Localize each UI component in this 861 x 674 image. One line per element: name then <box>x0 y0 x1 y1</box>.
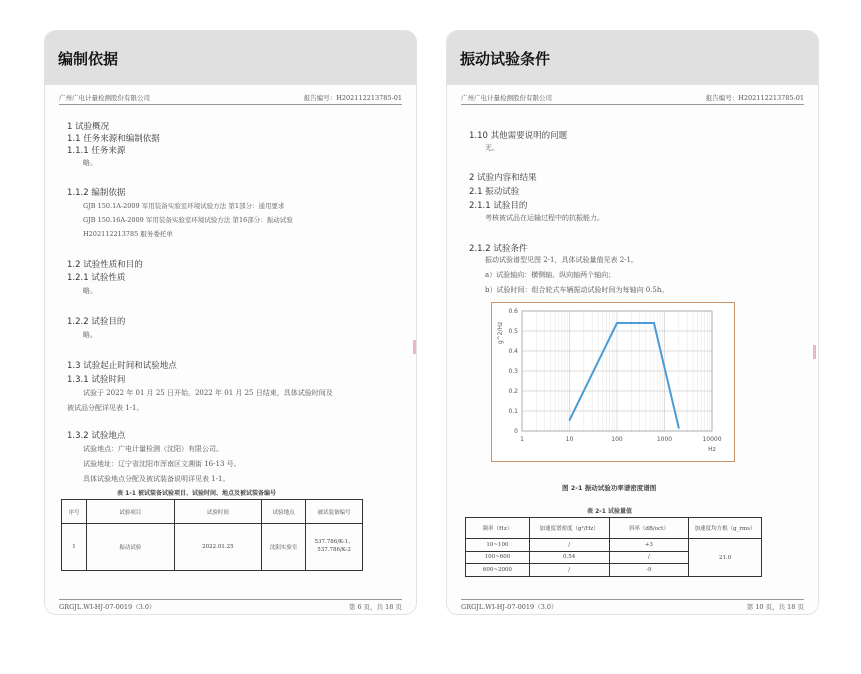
heading: 1.3 试验起止时间和试验地点 <box>67 361 177 371</box>
table-row <box>62 524 363 571</box>
doc-number: GRGJL.WI-HJ-07-0019（3.0） <box>461 603 558 611</box>
col-header: 被试装备编号 <box>306 500 363 524</box>
paragraph: 考核被试品在运输过程中的抗振能力。 <box>485 214 604 222</box>
doc-header <box>59 93 402 105</box>
x-axis-label: Hz <box>708 446 716 453</box>
heading: 2.1 振动试验 <box>469 187 520 197</box>
y-axis-label: g^2/Hz <box>497 321 504 345</box>
y-tick-label: 0.2 <box>508 388 518 395</box>
document-page <box>447 85 818 615</box>
table-title: 表 2-1 试验量值 <box>587 508 633 515</box>
page-number: 第 6 页，共 18 页 <box>348 603 402 611</box>
standard-line: GJB 150.16A-2009 军用装备实验室环境试验方法 第16部分：振动试验 <box>83 216 293 224</box>
page-number: 第 10 页，共 18 页 <box>746 603 804 611</box>
table-row <box>466 539 762 552</box>
cell: / <box>529 564 609 577</box>
company-name: 广州广电计量检测股份有限公司 <box>59 94 150 102</box>
card-vibration-test-conditions[interactable] <box>446 30 819 615</box>
x-tick-label: 10000 <box>702 436 722 443</box>
heading: 1.1 任务来源和编制依据 <box>67 134 160 144</box>
paragraph: 略。 <box>83 159 97 167</box>
y-tick-label: 0.1 <box>508 408 518 415</box>
heading: 2.1.1 试验目的 <box>469 201 528 211</box>
cell: 600~2000 <box>466 564 530 577</box>
col-header: 加速度均方根（g_rms） <box>689 518 762 539</box>
doc-footer <box>461 599 804 611</box>
table-title: 表 1-1 被试装备试验项目、试验时间、地点及被试装备编号 <box>117 490 277 497</box>
paragraph: 略。 <box>83 287 97 295</box>
cell: +3 <box>609 539 689 552</box>
paragraph: a）试验轴向：横侧轴、纵向轴两个轴向； <box>485 271 616 279</box>
col-header: 序号 <box>62 500 87 524</box>
x-tick-label: 10 <box>565 436 574 443</box>
paragraph: 试验地点：广电计量检测（沈阳）有限公司。 <box>83 445 223 453</box>
cell: 0.54 <box>529 551 609 564</box>
y-tick-label: 0 <box>514 428 518 435</box>
cell: -9 <box>609 564 689 577</box>
paragraph: 具体试验地点分配及被试装备说明详见表 1-1。 <box>83 475 230 483</box>
report-number: 报告编号：H202112213785-01 <box>705 94 804 102</box>
heading: 1.3.1 试验时间 <box>67 375 126 385</box>
cell: 100~600 <box>466 551 530 564</box>
psd-point <box>653 322 655 324</box>
card-compilation-basis[interactable] <box>44 30 417 615</box>
figure-caption: 图 2-1 振动试验功率谱密度谱图 <box>562 484 657 492</box>
heading: 2 试验内容和结果 <box>469 173 537 183</box>
x-tick-label: 100 <box>611 436 623 443</box>
col-header: 斜率（dB/oct） <box>609 518 689 539</box>
heading: 1.10 其他需要说明的问题 <box>469 131 568 141</box>
heading: 2.1.2 试验条件 <box>469 244 528 254</box>
document-page <box>45 85 416 615</box>
psd-chart-svg <box>492 303 733 460</box>
col-header: 频率（Hz） <box>466 518 530 539</box>
doc-number: GRGJL.WI-HJ-07-0019（3.0） <box>59 603 156 611</box>
y-tick-label: 0.5 <box>508 328 518 335</box>
card-title: 编制依据 <box>45 31 416 85</box>
heading: 1.3.2 试验地点 <box>67 431 126 441</box>
paragraph: 略。 <box>83 331 97 339</box>
scan-mark <box>813 345 816 359</box>
test-schedule-table <box>61 499 363 571</box>
col-header: 加速度谱密度（g²/Hz） <box>529 518 609 539</box>
cell-grms: 21.0 <box>689 539 762 577</box>
cell: 沈阳实验室 <box>262 524 306 571</box>
heading: 1.1.1 任务来源 <box>67 146 126 156</box>
heading: 1 试验概况 <box>67 122 110 132</box>
heading: 1.2.1 试验性质 <box>67 273 126 283</box>
test-level-table <box>465 517 762 577</box>
scan-mark <box>413 340 416 354</box>
psd-point <box>569 419 571 421</box>
doc-footer <box>59 599 402 611</box>
standard-line: H202112213785 服务委托单 <box>83 230 173 238</box>
doc-header <box>461 93 804 105</box>
cell: 2022.01.25 <box>174 524 262 571</box>
card-title: 振动试验条件 <box>447 31 818 85</box>
y-tick-label: 0.6 <box>508 308 518 315</box>
paragraph: 试验于 2022 年 01 月 25 日开始，2022 年 01 月 25 日结束，具体试验时间及 <box>83 389 333 397</box>
col-header: 试验地点 <box>262 500 306 524</box>
y-tick-label: 0.4 <box>508 348 518 355</box>
cell: 537.786/K-1、537.786/K-2 <box>306 524 363 571</box>
report-number: 报告编号：H202112213785-01 <box>303 94 402 102</box>
psd-point <box>678 427 680 429</box>
paragraph: b）试验时间：组合轮式车辆振动试验时间为每轴向 0.5h。 <box>485 286 669 294</box>
x-tick-label: 1000 <box>656 436 673 443</box>
heading: 1.2.2 试验目的 <box>67 317 126 327</box>
cell: / <box>609 551 689 564</box>
paragraph: 试验地址：辽宁省沈阳市浑南区文溯街 16-13 号。 <box>83 460 241 468</box>
y-tick-label: 0.3 <box>508 368 518 375</box>
paragraph: 被试品分配详见表 1-1。 <box>67 404 144 412</box>
heading: 1.2 试验性质和目的 <box>67 260 143 270</box>
psd-point <box>616 322 618 324</box>
cell: 10~100 <box>466 539 530 552</box>
x-tick-label: 1 <box>520 436 524 443</box>
standard-line: GJB 150.1A-2009 军用装备实验室环境试验方法 第1部分：通用要求 <box>83 202 285 210</box>
col-header: 试验时间 <box>174 500 262 524</box>
cell: 振动试验 <box>86 524 174 571</box>
cell: / <box>529 539 609 552</box>
paragraph: 无。 <box>485 144 499 152</box>
cell: 1 <box>62 524 87 571</box>
psd-chart <box>491 302 735 462</box>
paragraph: 振动试验谱型见图 2-1，具体试验量值见表 2-1。 <box>485 256 638 264</box>
heading: 1.1.2 编制依据 <box>67 188 126 198</box>
col-header: 试验项目 <box>86 500 174 524</box>
company-name: 广州广电计量检测股份有限公司 <box>461 94 552 102</box>
